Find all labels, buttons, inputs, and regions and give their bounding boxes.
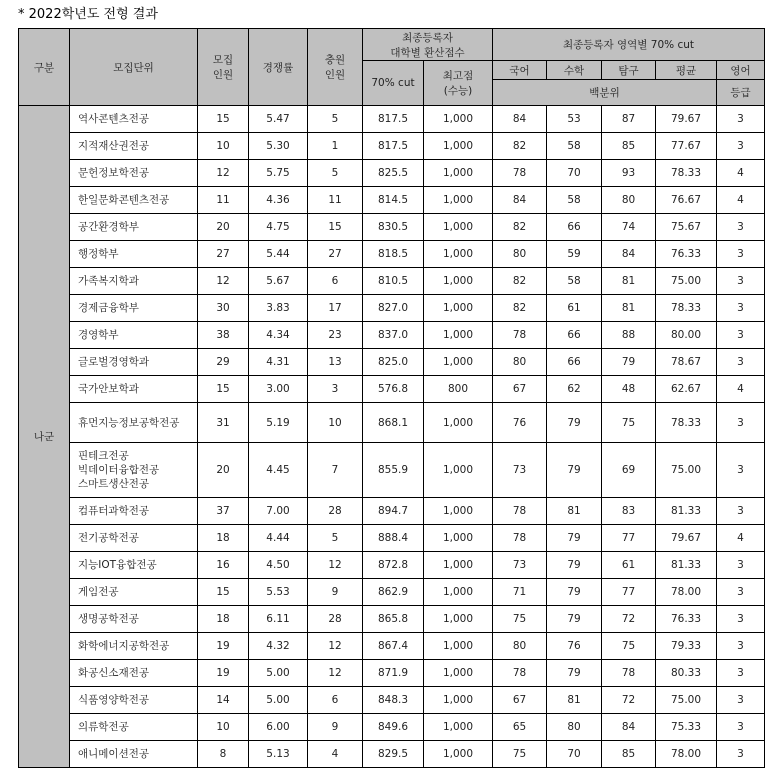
inquiry-cell: 75 — [602, 633, 656, 660]
unit-cell: 화공신소재전공 — [70, 660, 198, 687]
unit-cell: 지적재산권전공 — [70, 133, 198, 160]
cut70-cell: 829.5 — [363, 741, 424, 768]
competition-cell: 5.13 — [249, 741, 308, 768]
table-row — [19, 403, 765, 443]
math-cell: 79 — [547, 606, 602, 633]
inquiry-cell: 83 — [602, 498, 656, 525]
inquiry-cell: 72 — [602, 687, 656, 714]
table-row — [19, 241, 765, 268]
table-row — [19, 376, 765, 403]
korean-cell: 73 — [493, 552, 547, 579]
korean-cell: 73 — [493, 443, 547, 498]
cut70-cell: 576.8 — [363, 376, 424, 403]
table-row — [19, 633, 765, 660]
inquiry-cell: 48 — [602, 376, 656, 403]
average-cell: 78.00 — [656, 741, 717, 768]
math-cell: 70 — [547, 741, 602, 768]
unit-cell: 애니메이션전공 — [70, 741, 198, 768]
average-cell: 79.33 — [656, 633, 717, 660]
english-cell: 3 — [717, 214, 765, 241]
max-score-cell: 1,000 — [424, 525, 493, 552]
header-math: 수학 — [547, 61, 602, 80]
quota-cell: 31 — [198, 403, 249, 443]
max-score-cell: 1,000 — [424, 106, 493, 133]
math-cell: 66 — [547, 349, 602, 376]
unit-cell: 게임전공 — [70, 579, 198, 606]
inquiry-cell: 79 — [602, 349, 656, 376]
table-row — [19, 443, 765, 498]
additional-cell: 6 — [308, 687, 363, 714]
math-cell: 79 — [547, 403, 602, 443]
quota-cell: 19 — [198, 660, 249, 687]
unit-cell: 문헌정보학전공 — [70, 160, 198, 187]
math-cell: 79 — [547, 443, 602, 498]
group-cell: 나군 — [19, 106, 70, 768]
header-cut70: 70% cut — [363, 61, 424, 106]
competition-cell: 4.32 — [249, 633, 308, 660]
cut70-cell: 855.9 — [363, 443, 424, 498]
table-row — [19, 552, 765, 579]
competition-cell: 5.00 — [249, 660, 308, 687]
english-cell: 3 — [717, 443, 765, 498]
header-score-group: 최종등록자 대학별 환산점수 — [363, 29, 493, 61]
unit-cell: 컴퓨터과학전공 — [70, 498, 198, 525]
quota-cell: 10 — [198, 714, 249, 741]
max-score-cell: 1,000 — [424, 633, 493, 660]
competition-cell: 5.75 — [249, 160, 308, 187]
max-score-cell: 1,000 — [424, 322, 493, 349]
additional-cell: 23 — [308, 322, 363, 349]
additional-cell: 13 — [308, 349, 363, 376]
average-cell: 80.33 — [656, 660, 717, 687]
english-cell: 3 — [717, 714, 765, 741]
english-cell: 3 — [717, 633, 765, 660]
quota-cell: 38 — [198, 322, 249, 349]
cut70-cell: 894.7 — [363, 498, 424, 525]
korean-cell: 80 — [493, 633, 547, 660]
english-cell: 3 — [717, 241, 765, 268]
table-row — [19, 579, 765, 606]
header-percentile: 백분위 — [493, 80, 717, 106]
unit-cell: 행정학부 — [70, 241, 198, 268]
header-korean: 국어 — [493, 61, 547, 80]
unit-cell: 의류학전공 — [70, 714, 198, 741]
math-cell: 66 — [547, 214, 602, 241]
header-max: 최고점 (수능) — [424, 61, 493, 106]
average-cell: 75.33 — [656, 714, 717, 741]
average-cell: 75.00 — [656, 443, 717, 498]
cut70-cell: 830.5 — [363, 214, 424, 241]
cut70-cell: 817.5 — [363, 106, 424, 133]
competition-cell: 5.53 — [249, 579, 308, 606]
unit-cell: 글로벌경영학과 — [70, 349, 198, 376]
additional-cell: 9 — [308, 579, 363, 606]
inquiry-cell: 87 — [602, 106, 656, 133]
quota-cell: 29 — [198, 349, 249, 376]
table-row — [19, 322, 765, 349]
math-cell: 80 — [547, 714, 602, 741]
english-cell: 3 — [717, 741, 765, 768]
math-cell: 53 — [547, 106, 602, 133]
max-score-cell: 1,000 — [424, 714, 493, 741]
table-row — [19, 295, 765, 322]
cut70-cell: 837.0 — [363, 322, 424, 349]
unit-cell: 가족복지학과 — [70, 268, 198, 295]
competition-cell: 5.67 — [249, 268, 308, 295]
average-cell: 78.00 — [656, 579, 717, 606]
max-score-cell: 1,000 — [424, 241, 493, 268]
quota-cell: 18 — [198, 525, 249, 552]
table-row — [19, 525, 765, 552]
additional-cell: 5 — [308, 106, 363, 133]
average-cell: 62.67 — [656, 376, 717, 403]
competition-cell: 4.34 — [249, 322, 308, 349]
max-score-cell: 1,000 — [424, 579, 493, 606]
average-cell: 75.00 — [656, 687, 717, 714]
additional-cell: 11 — [308, 187, 363, 214]
quota-cell: 14 — [198, 687, 249, 714]
table-row — [19, 660, 765, 687]
cut70-cell: 814.5 — [363, 187, 424, 214]
additional-cell: 27 — [308, 241, 363, 268]
cut70-cell: 868.1 — [363, 403, 424, 443]
unit-cell: 역사콘텐츠전공 — [70, 106, 198, 133]
additional-cell: 17 — [308, 295, 363, 322]
header-english: 영어 — [717, 61, 765, 80]
competition-cell: 3.00 — [249, 376, 308, 403]
competition-cell: 5.00 — [249, 687, 308, 714]
inquiry-cell: 84 — [602, 241, 656, 268]
math-cell: 59 — [547, 241, 602, 268]
table-row — [19, 106, 765, 133]
competition-cell: 5.30 — [249, 133, 308, 160]
korean-cell: 67 — [493, 376, 547, 403]
unit-cell: 지능IOT융합전공 — [70, 552, 198, 579]
inquiry-cell: 93 — [602, 160, 656, 187]
average-cell: 78.33 — [656, 295, 717, 322]
math-cell: 62 — [547, 376, 602, 403]
math-cell: 76 — [547, 633, 602, 660]
english-cell: 3 — [717, 403, 765, 443]
max-score-cell: 1,000 — [424, 268, 493, 295]
korean-cell: 78 — [493, 660, 547, 687]
max-score-cell: 800 — [424, 376, 493, 403]
table-row — [19, 498, 765, 525]
average-cell: 81.33 — [656, 552, 717, 579]
inquiry-cell: 88 — [602, 322, 656, 349]
unit-cell: 경영학부 — [70, 322, 198, 349]
english-cell: 4 — [717, 525, 765, 552]
header-group: 구분 — [19, 29, 70, 106]
math-cell: 81 — [547, 687, 602, 714]
cut70-cell: 817.5 — [363, 133, 424, 160]
math-cell: 58 — [547, 187, 602, 214]
quota-cell: 8 — [198, 741, 249, 768]
inquiry-cell: 81 — [602, 295, 656, 322]
additional-cell: 12 — [308, 552, 363, 579]
unit-cell: 국가안보학과 — [70, 376, 198, 403]
average-cell: 78.33 — [656, 403, 717, 443]
max-score-cell: 1,000 — [424, 133, 493, 160]
table-row — [19, 268, 765, 295]
inquiry-cell: 84 — [602, 714, 656, 741]
quota-cell: 15 — [198, 106, 249, 133]
competition-cell: 6.00 — [249, 714, 308, 741]
header-unit: 모집단위 — [70, 29, 198, 106]
table-row — [19, 714, 765, 741]
page-title: * 2022학년도 전형 결과 — [18, 7, 158, 22]
average-cell: 77.67 — [656, 133, 717, 160]
table-row — [19, 606, 765, 633]
quota-cell: 27 — [198, 241, 249, 268]
korean-cell: 80 — [493, 349, 547, 376]
english-cell: 4 — [717, 160, 765, 187]
korean-cell: 82 — [493, 268, 547, 295]
additional-cell: 10 — [308, 403, 363, 443]
korean-cell: 76 — [493, 403, 547, 443]
unit-cell: 경제금융학부 — [70, 295, 198, 322]
cut70-cell: 825.5 — [363, 160, 424, 187]
average-cell: 79.67 — [656, 106, 717, 133]
max-score-cell: 1,000 — [424, 214, 493, 241]
max-score-cell: 1,000 — [424, 443, 493, 498]
average-cell: 78.33 — [656, 160, 717, 187]
average-cell: 78.67 — [656, 349, 717, 376]
average-cell: 79.67 — [656, 525, 717, 552]
inquiry-cell: 61 — [602, 552, 656, 579]
english-cell: 3 — [717, 606, 765, 633]
unit-cell: 한일문화콘텐츠전공 — [70, 187, 198, 214]
english-cell: 3 — [717, 552, 765, 579]
korean-cell: 84 — [493, 106, 547, 133]
average-cell: 76.33 — [656, 241, 717, 268]
competition-cell: 4.45 — [249, 443, 308, 498]
table-row — [19, 133, 765, 160]
math-cell: 58 — [547, 133, 602, 160]
quota-cell: 30 — [198, 295, 249, 322]
english-cell: 3 — [717, 268, 765, 295]
english-cell: 3 — [717, 349, 765, 376]
average-cell: 76.67 — [656, 187, 717, 214]
cut70-cell: 865.8 — [363, 606, 424, 633]
english-cell: 3 — [717, 322, 765, 349]
korean-cell: 78 — [493, 322, 547, 349]
inquiry-cell: 75 — [602, 403, 656, 443]
inquiry-cell: 81 — [602, 268, 656, 295]
quota-cell: 10 — [198, 133, 249, 160]
max-score-cell: 1,000 — [424, 498, 493, 525]
korean-cell: 71 — [493, 579, 547, 606]
quota-cell: 12 — [198, 268, 249, 295]
korean-cell: 75 — [493, 606, 547, 633]
korean-cell: 80 — [493, 241, 547, 268]
quota-cell: 18 — [198, 606, 249, 633]
additional-cell: 7 — [308, 443, 363, 498]
max-score-cell: 1,000 — [424, 660, 493, 687]
competition-cell: 4.44 — [249, 525, 308, 552]
korean-cell: 78 — [493, 160, 547, 187]
cut70-cell: 867.4 — [363, 633, 424, 660]
additional-cell: 5 — [308, 160, 363, 187]
average-cell: 76.33 — [656, 606, 717, 633]
quota-cell: 20 — [198, 443, 249, 498]
korean-cell: 82 — [493, 295, 547, 322]
quota-cell: 11 — [198, 187, 249, 214]
english-cell: 4 — [717, 376, 765, 403]
table-row — [19, 187, 765, 214]
average-cell: 80.00 — [656, 322, 717, 349]
cut70-cell: 818.5 — [363, 241, 424, 268]
korean-cell: 82 — [493, 133, 547, 160]
competition-cell: 6.11 — [249, 606, 308, 633]
math-cell: 61 — [547, 295, 602, 322]
additional-cell: 4 — [308, 741, 363, 768]
english-cell: 3 — [717, 687, 765, 714]
table-row — [19, 687, 765, 714]
competition-cell: 7.00 — [249, 498, 308, 525]
math-cell: 81 — [547, 498, 602, 525]
math-cell: 79 — [547, 525, 602, 552]
competition-cell: 3.83 — [249, 295, 308, 322]
header-grade: 등급 — [717, 80, 765, 106]
max-score-cell: 1,000 — [424, 187, 493, 214]
header-quota: 모집 인원 — [198, 29, 249, 106]
inquiry-cell: 85 — [602, 133, 656, 160]
korean-cell: 65 — [493, 714, 547, 741]
quota-cell: 15 — [198, 579, 249, 606]
cut70-cell: 810.5 — [363, 268, 424, 295]
average-cell: 75.67 — [656, 214, 717, 241]
table-row — [19, 349, 765, 376]
competition-cell: 4.31 — [249, 349, 308, 376]
max-score-cell: 1,000 — [424, 403, 493, 443]
cut70-cell: 871.9 — [363, 660, 424, 687]
table-row — [19, 214, 765, 241]
inquiry-cell: 69 — [602, 443, 656, 498]
inquiry-cell: 80 — [602, 187, 656, 214]
quota-cell: 16 — [198, 552, 249, 579]
additional-cell: 9 — [308, 714, 363, 741]
additional-cell: 15 — [308, 214, 363, 241]
unit-cell: 전기공학전공 — [70, 525, 198, 552]
quota-cell: 20 — [198, 214, 249, 241]
additional-cell: 6 — [308, 268, 363, 295]
average-cell: 75.00 — [656, 268, 717, 295]
additional-cell: 28 — [308, 498, 363, 525]
admission-results-table — [18, 28, 765, 768]
english-cell: 3 — [717, 106, 765, 133]
cut70-cell: 888.4 — [363, 525, 424, 552]
english-cell: 4 — [717, 187, 765, 214]
max-score-cell: 1,000 — [424, 349, 493, 376]
additional-cell: 12 — [308, 660, 363, 687]
english-cell: 3 — [717, 660, 765, 687]
inquiry-cell: 72 — [602, 606, 656, 633]
unit-cell: 공간환경학부 — [70, 214, 198, 241]
unit-cell: 핀테크전공 빅데이터융합전공 스마트생산전공 — [70, 443, 198, 498]
competition-cell: 4.50 — [249, 552, 308, 579]
table-row — [19, 160, 765, 187]
max-score-cell: 1,000 — [424, 160, 493, 187]
quota-cell: 37 — [198, 498, 249, 525]
competition-cell: 4.75 — [249, 214, 308, 241]
english-cell: 3 — [717, 579, 765, 606]
cut70-cell: 872.8 — [363, 552, 424, 579]
competition-cell: 5.47 — [249, 106, 308, 133]
cut70-cell: 827.0 — [363, 295, 424, 322]
cut70-cell: 849.6 — [363, 714, 424, 741]
korean-cell: 75 — [493, 741, 547, 768]
header-additional: 충원 인원 — [308, 29, 363, 106]
cut70-cell: 862.9 — [363, 579, 424, 606]
unit-cell: 생명공학전공 — [70, 606, 198, 633]
korean-cell: 82 — [493, 214, 547, 241]
quota-cell: 12 — [198, 160, 249, 187]
quota-cell: 19 — [198, 633, 249, 660]
math-cell: 79 — [547, 660, 602, 687]
korean-cell: 84 — [493, 187, 547, 214]
english-cell: 3 — [717, 133, 765, 160]
table-row — [19, 741, 765, 768]
header-average: 평균 — [656, 61, 717, 80]
average-cell: 81.33 — [656, 498, 717, 525]
math-cell: 79 — [547, 579, 602, 606]
header-area-group: 최종등록자 영역별 70% cut — [493, 29, 765, 61]
math-cell: 79 — [547, 552, 602, 579]
english-cell: 3 — [717, 498, 765, 525]
cut70-cell: 848.3 — [363, 687, 424, 714]
competition-cell: 4.36 — [249, 187, 308, 214]
header-competition: 경쟁률 — [249, 29, 308, 106]
additional-cell: 3 — [308, 376, 363, 403]
english-cell: 3 — [717, 295, 765, 322]
unit-cell: 휴먼지능정보공학전공 — [70, 403, 198, 443]
additional-cell: 1 — [308, 133, 363, 160]
quota-cell: 15 — [198, 376, 249, 403]
max-score-cell: 1,000 — [424, 687, 493, 714]
korean-cell: 67 — [493, 687, 547, 714]
math-cell: 70 — [547, 160, 602, 187]
max-score-cell: 1,000 — [424, 295, 493, 322]
inquiry-cell: 85 — [602, 741, 656, 768]
inquiry-cell: 78 — [602, 660, 656, 687]
math-cell: 66 — [547, 322, 602, 349]
additional-cell: 28 — [308, 606, 363, 633]
additional-cell: 5 — [308, 525, 363, 552]
competition-cell: 5.19 — [249, 403, 308, 443]
cut70-cell: 825.0 — [363, 349, 424, 376]
math-cell: 58 — [547, 268, 602, 295]
header-inquiry: 탐구 — [602, 61, 656, 80]
additional-cell: 12 — [308, 633, 363, 660]
max-score-cell: 1,000 — [424, 741, 493, 768]
inquiry-cell: 74 — [602, 214, 656, 241]
korean-cell: 78 — [493, 525, 547, 552]
unit-cell: 식품영양학전공 — [70, 687, 198, 714]
korean-cell: 78 — [493, 498, 547, 525]
inquiry-cell: 77 — [602, 525, 656, 552]
max-score-cell: 1,000 — [424, 552, 493, 579]
inquiry-cell: 77 — [602, 579, 656, 606]
unit-cell: 화학에너지공학전공 — [70, 633, 198, 660]
max-score-cell: 1,000 — [424, 606, 493, 633]
competition-cell: 5.44 — [249, 241, 308, 268]
